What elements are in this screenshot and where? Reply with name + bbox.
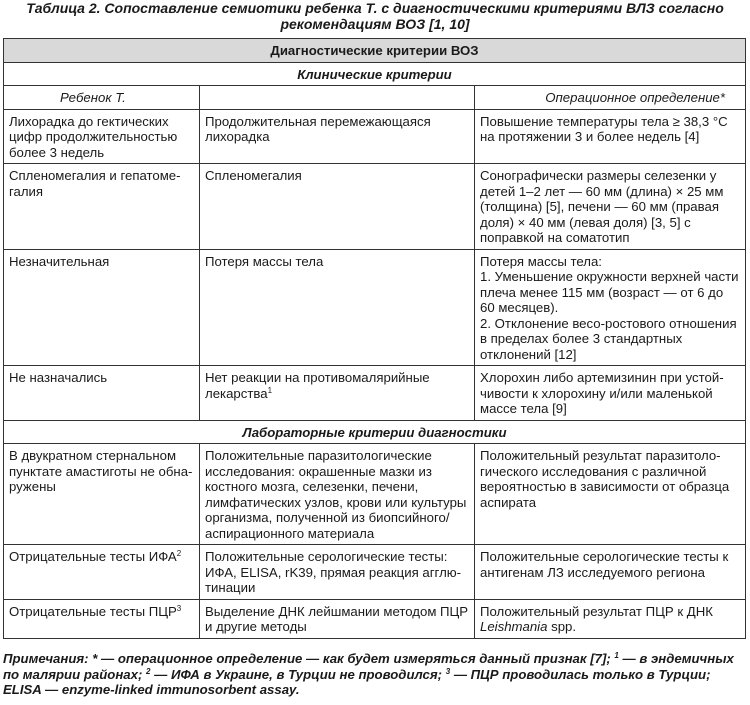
cell-child: Лихорадка до гектических цифр продолжительностью более 3 недель xyxy=(4,109,200,164)
criteria-table xyxy=(3,38,746,639)
cell-criterion: Положительные паразитологические исследования: окрашенные мазки из костного мозга, селезенки, печени, лимфатических узлов, крови или культуры организма, полученной из биопсийного/аспирационного материала xyxy=(200,444,475,545)
latin-genus: Leishmania xyxy=(480,619,548,634)
column-header-empty xyxy=(200,86,475,110)
section-title-clinical: Клинические критерии xyxy=(4,62,746,86)
table-row xyxy=(4,249,746,366)
cell-child: Не назначались xyxy=(4,366,200,421)
table-notes xyxy=(3,651,745,698)
footnote-marker: 3 xyxy=(445,666,451,676)
cell-criterion: Положительные серологические тесты: ИФА, ELISA, rK39, прямая реакция агглютинации xyxy=(200,545,475,600)
notes-text: — ИФА в Украине, в Турции не проводился; xyxy=(150,666,446,682)
cell-child: Незначительная xyxy=(4,249,200,366)
table-row xyxy=(4,164,746,250)
definition-tail: spp. xyxy=(547,619,577,634)
cell-child xyxy=(4,599,200,638)
cell-child: В двукратном стернальном пунктате амастиготы не обнаружены xyxy=(4,444,200,545)
cell-definition: Положительный результат паразитологического исследования с различной вероятностью в зависимости от образца аспирата xyxy=(475,444,746,545)
section-title-lab: Лабораторные критерии диагностики xyxy=(4,420,746,444)
table-row xyxy=(4,366,746,421)
cell-criterion: Выделение ДНК лейшмании методом ПЦР и другие методы xyxy=(200,599,475,638)
cell-definition xyxy=(475,599,746,638)
section-row xyxy=(4,62,746,86)
definition-line: 1. Уменьшение окружности верхней части плеча менее 115 мм (возраст — от 6 до 60 месяцев). xyxy=(480,269,739,315)
footnote-marker: 2 xyxy=(146,666,151,676)
table-row xyxy=(4,545,746,600)
table-row xyxy=(4,444,746,545)
column-header-operational: Операционное определение* xyxy=(475,86,746,110)
definition-line: 2. Отклонение весо-ростового отношения в пределах более 3 стандартных отклонений [12] xyxy=(480,315,737,362)
cell-definition: Сонографически размеры селезенки у детей 1–2 лет — 60 мм (длина) × 25 мм (толщина) [5], печени — 60 мм (правая доля) × 40 мм (левая доля) [3, 5] с поправкой на соматотип xyxy=(475,164,746,250)
notes-text: * — операционное определение — как будет измеряться данный признак [7]; xyxy=(88,651,615,666)
column-header-child: Ребенок Т. xyxy=(4,86,200,110)
table-row xyxy=(4,599,746,638)
child-text: Отрицательные тесты ПЦР xyxy=(9,603,177,619)
criterion-text: Нет реакции на противомалярийные лекарства xyxy=(205,370,430,401)
cell-definition: Хлорохин либо артемизинин при устойчивости к хлорохину и/или маленькой массе тела [9] xyxy=(475,366,746,421)
definition-text: Положительный результат ПЦР к ДНК xyxy=(480,603,713,619)
cell-definition: Повышение температуры тела ≥ 38,3 °С на протяжении 3 и более недель [4] xyxy=(475,109,746,164)
notes-text: — в эндемичных по малярии районах; xyxy=(3,651,734,682)
cell-definition xyxy=(475,249,746,366)
cell-criterion: Продолжительная перемежающаяся лихорадка xyxy=(200,109,475,164)
footnote-marker: 1 xyxy=(267,385,273,395)
notes-text: — ПЦР проводилась только в Турции; ELISA — enzyme-linked immunosorbent assay. xyxy=(3,666,711,697)
table-row xyxy=(4,109,746,164)
cell-criterion xyxy=(200,366,475,421)
cell-child: Спленомегалия и гепатомегалия xyxy=(4,164,200,250)
table-header-row xyxy=(4,39,746,63)
footnote-marker: 1 xyxy=(614,651,619,660)
column-header-row xyxy=(4,86,746,110)
section-row xyxy=(4,420,746,444)
definition-line: Потеря массы тела: xyxy=(480,253,602,269)
cell-criterion: Потеря массы тела xyxy=(200,249,475,366)
table-header: Диагностические критерии ВОЗ xyxy=(4,39,746,63)
table-caption: Таблица 2. Сопоставление семиотики ребенка Т. с диагностическими критериями ВЛЗ согласно рекомендациям ВОЗ [1, 10] xyxy=(26,0,724,32)
cell-child xyxy=(4,545,200,600)
cell-criterion: Спленомегалия xyxy=(200,164,475,250)
child-text: Отрицательные тесты ИФА xyxy=(9,549,177,564)
footnote-marker: 2 xyxy=(176,549,182,558)
notes-label: Примечания: xyxy=(3,651,89,666)
footnote-marker: 3 xyxy=(176,603,182,613)
cell-definition: Положительные серологические тесты к антигенам ЛЗ исследуемого региона xyxy=(475,545,746,600)
